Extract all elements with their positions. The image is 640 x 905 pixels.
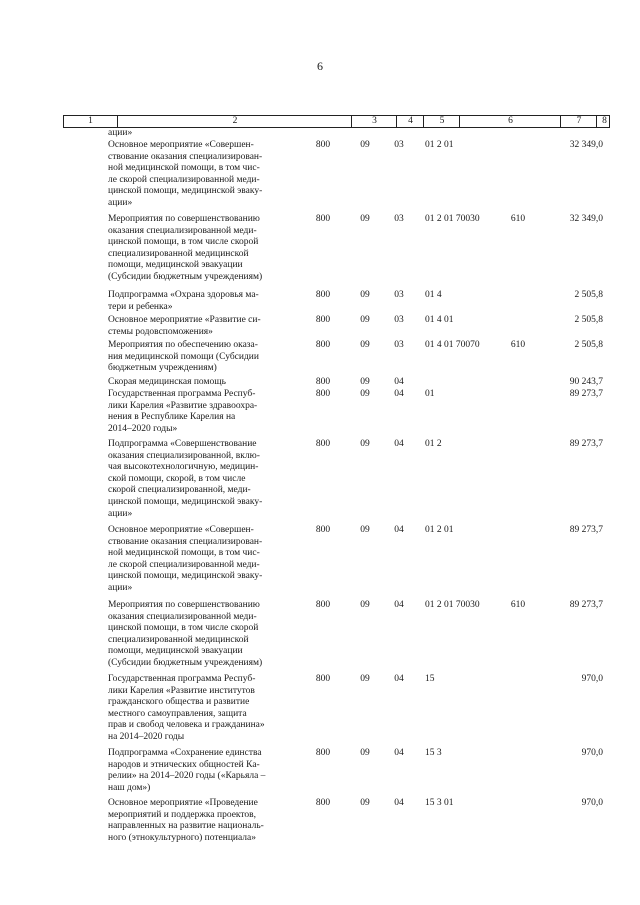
row-col-8: 2 505,8	[574, 290, 603, 300]
header-col-5: 5	[423, 116, 460, 127]
row-col-5: 03	[394, 290, 404, 300]
row-col-6: 01	[425, 389, 435, 399]
header-col-2: 2	[117, 116, 352, 127]
row-col-7: 610	[510, 340, 526, 350]
row-col-5: 03	[394, 315, 404, 325]
row-col-7: 610	[510, 214, 526, 224]
row-col-3: 800	[315, 439, 331, 449]
row-col-3: 800	[315, 315, 331, 325]
header-col-6: 6	[459, 116, 561, 127]
row-col-4: 09	[360, 798, 370, 808]
header-col-1: 1	[88, 116, 93, 126]
row-col-6: 01 2 01	[425, 140, 454, 150]
row-col-8: 90 243,7	[569, 377, 603, 387]
row-col-6: 15	[425, 674, 435, 684]
row-name: Подпрограмма «Совершенствование оказания специализированной, вклю- чая высокотехнологичную, медицин- ской помощи, скорой, в том числе скорой специализированной, меди- цинской помощи, медицинской эваку- ации»	[108, 439, 263, 519]
row-col-8: 970,0	[581, 674, 603, 684]
row-col-3: 800	[315, 377, 331, 387]
row-col-4: 09	[360, 340, 370, 350]
row-col-4: 09	[360, 377, 370, 387]
row-col-8: 89 273,7	[569, 600, 603, 610]
row-col-3: 800	[315, 674, 331, 684]
row-col-7: 610	[510, 600, 526, 610]
row-name: Основное мероприятие «Развитие си- стемы родовспоможения»	[108, 315, 261, 337]
row-col-3: 800	[315, 140, 331, 150]
row-col-8: 32 349,0	[569, 214, 603, 224]
row-col-5: 04	[394, 525, 404, 535]
row-col-4: 09	[360, 748, 370, 758]
row-name: Подпрограмма «Охрана здоровья ма- тери и ребенка»	[108, 290, 259, 312]
row-col-4: 09	[360, 674, 370, 684]
row-col-6: 01 4 01	[425, 315, 454, 325]
row-name: Мероприятия по обеспечению оказа- ния медицинской помощи (Субсидии бюджетным учреждениям)	[108, 340, 259, 374]
row-col-6: 15 3 01	[425, 798, 454, 808]
row-col-4: 09	[360, 290, 370, 300]
row-col-5: 04	[394, 674, 404, 684]
row-name: Основное мероприятие «Совершен- ствование оказания специализирован- ной медицинской помощи, в том чис- ле скорой специализированной меди- цинской помощи, медицинской эваку- ации»	[108, 525, 263, 593]
row-col-3: 800	[315, 798, 331, 808]
row-name: Подпрограмма «Сохранение единства народов и этнических общностей Ка- релии» на 2014–2020 годы («Карьяла – наш дом»)	[108, 748, 266, 793]
row-col-3: 800	[315, 389, 331, 399]
table-header	[63, 115, 610, 128]
row-col-6: 15 3	[425, 748, 442, 758]
row-name: ации»	[108, 128, 133, 138]
row-col-6: 01 2 01 70030	[425, 214, 480, 224]
row-col-4: 09	[360, 525, 370, 535]
row-col-4: 09	[360, 140, 370, 150]
row-col-3: 800	[315, 340, 331, 350]
header-col-8: 8	[596, 116, 612, 127]
row-col-5: 03	[394, 340, 404, 350]
row-col-3: 800	[315, 290, 331, 300]
row-name: Мероприятия по совершенствованию оказания специализированной меди- цинской помощи, в том числе скорой специализированной медицинской помощи, медицинской эвакуации (Субсидии бюджетным учреждениям)	[108, 214, 263, 282]
row-name: Государственная программа Респуб- лики Карелия «Развитие институтов гражданского общества и развитие местного самоуправления, защита прав и свобод человека и гражданина» на 2014–2020 годы	[108, 674, 265, 742]
row-col-3: 800	[315, 600, 331, 610]
row-col-6: 01 2	[425, 439, 442, 449]
row-name: Основное мероприятие «Совершен- ствование оказания специализирован- ной медицинской помощи, в том чис- ле скорой специализированной меди- цинской помощи, медицинской эваку- ации»	[108, 140, 263, 208]
row-col-6: 01 4 01 70070	[425, 340, 480, 350]
row-col-5: 03	[394, 140, 404, 150]
row-name: Государственная программа Респуб- лики Карелия «Развитие здравоохра- нения в Республике Карелия на 2014–2020 годы»	[108, 389, 258, 434]
row-name: Мероприятия по совершенствованию оказания специализированной меди- цинской помощи, в том числе скорой специализированной медицинской помощи, медицинской эвакуации (Субсидии бюджетным учреждениям)	[108, 600, 263, 668]
row-col-6: 01 2 01 70030	[425, 600, 480, 610]
row-col-4: 09	[360, 214, 370, 224]
row-col-3: 800	[315, 214, 331, 224]
header-col-4: 4	[396, 116, 424, 127]
row-col-5: 04	[394, 798, 404, 808]
row-col-5: 04	[394, 377, 404, 387]
row-col-4: 09	[360, 600, 370, 610]
row-col-5: 04	[394, 748, 404, 758]
header-col-7: 7	[560, 116, 597, 127]
row-name: Основное мероприятие «Проведение мероприятий и поддержка проектов, направленных на развитие националь- ного (этнокультурного) потенциала»	[108, 798, 264, 843]
row-col-4: 09	[360, 439, 370, 449]
row-col-8: 89 273,7	[569, 439, 603, 449]
header-col-3: 3	[351, 116, 397, 127]
row-col-4: 09	[360, 315, 370, 325]
row-col-4: 09	[360, 389, 370, 399]
page-number: 6	[317, 59, 323, 73]
row-name: Скорая медицинская помощь	[108, 377, 226, 387]
row-col-5: 04	[394, 439, 404, 449]
row-col-8: 32 349,0	[569, 140, 603, 150]
row-col-8: 89 273,7	[569, 389, 603, 399]
row-col-5: 04	[394, 600, 404, 610]
row-col-8: 970,0	[581, 798, 603, 808]
row-col-6: 01 4	[425, 290, 442, 300]
row-col-8: 2 505,8	[574, 315, 603, 325]
row-col-3: 800	[315, 748, 331, 758]
row-col-8: 970,0	[581, 748, 603, 758]
row-col-5: 04	[394, 389, 404, 399]
row-col-3: 800	[315, 525, 331, 535]
row-col-8: 89 273,7	[569, 525, 603, 535]
row-col-6: 01 2 01	[425, 525, 454, 535]
row-col-8: 2 505,8	[574, 340, 603, 350]
row-col-5: 03	[394, 214, 404, 224]
